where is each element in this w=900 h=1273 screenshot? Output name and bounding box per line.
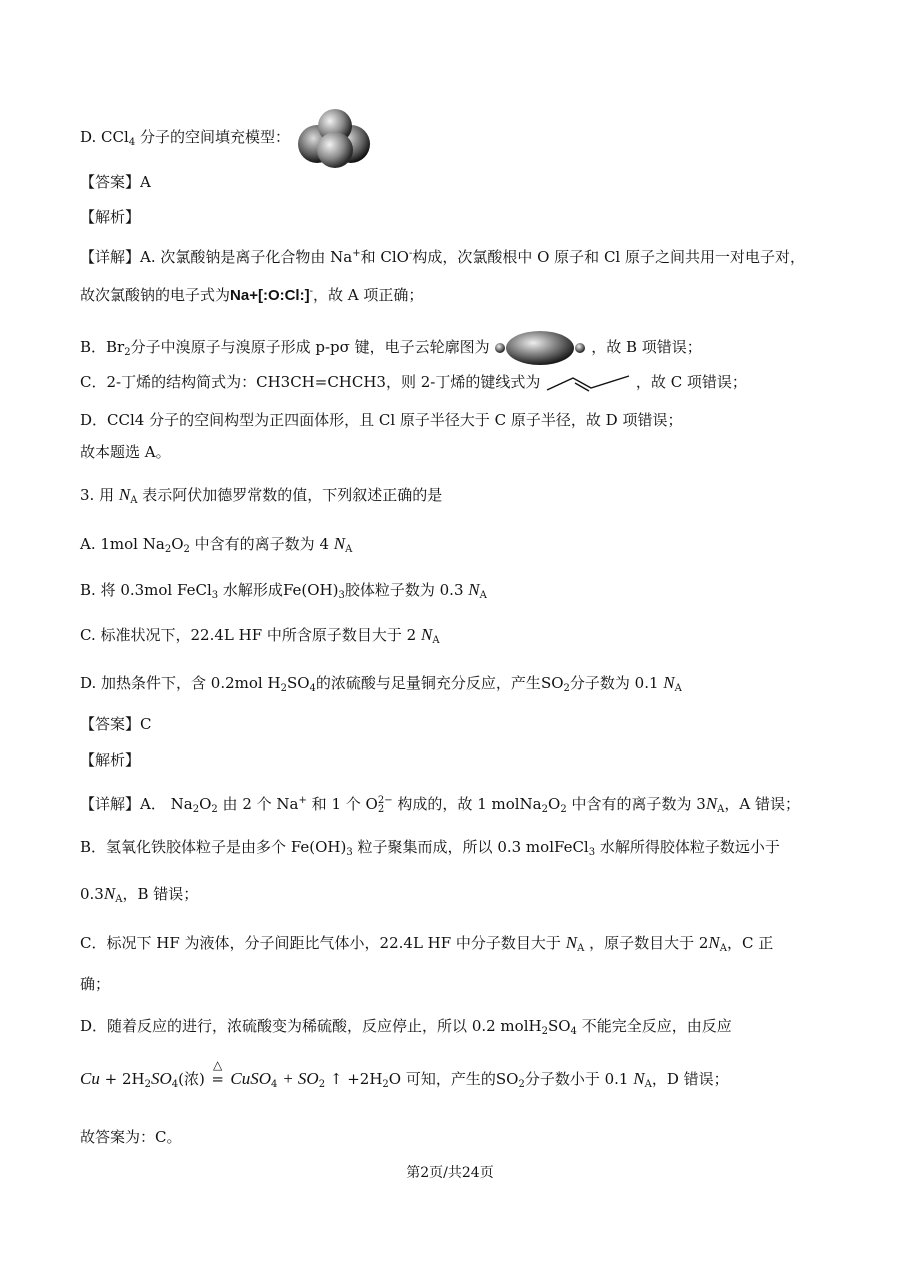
q3-detail-d-1: D．随着反应的进行，浓硫酸变为稀硫酸，反应停止，所以 0.2 $molH_2SO_4$ 不能完全反应，由反应 [80,1017,732,1037]
detail-a-line-1: 【详解】A. 次氯酸钠是离子化合物由 Na+和 ClO-构成，次氯酸根中 O 原子和 Cl 原子之间共用一对电子对， [80,248,805,266]
conclusion-1: 故本题选 A。 [80,443,171,461]
q3-detail-c-2: 确； [80,975,111,993]
option-label: D. [80,128,97,146]
final-answer: 故答案为：C。 [80,1128,182,1146]
answer-2: 【答案】C [80,715,152,733]
q3-detail-c-1: C．标况下 HF 为液体，分子间距比气体小，22.4L HF 中分子数目大于 $N_A$ ，原子数目大于 $2N_A$，C 正 [80,933,774,954]
q3-detail-b-2: $0.3N_A$，B 错误； [80,884,199,905]
electron-cloud-figure [494,328,586,368]
formula: CCl [101,128,129,146]
q3-option-a: A. 1mol $Na_2O_2$ 中含有的离子数为 4 $N_A$ [80,534,353,555]
detail-d-line: D．CCl4 分子的空间构型为正四面体形，且 Cl 原子半径大于 C 原子半径，故 D 项错误； [80,411,683,429]
electron-formula: Na+[:O:Cl:] [230,287,310,304]
detail-b-line: B．$Br_2$分子中溴原子与溴原子形成 p-pσ 键，电子云轮廓图为 ，故 B 项错误； [80,328,702,368]
ccl4-space-filling-model-figure [295,106,375,170]
q3-stem: 3. 用 $N_A$ 表示阿伏加德罗常数的值，下列叙述正确的是 [80,485,443,506]
answer-1: 【答案】A [80,173,151,191]
q3-detail-b-1: B．氢氧化铁胶体粒子是由多个 $Fe(OH)_3$ 粒子聚集而成，所以 0.3 molFeCl$_3$ 水解所得胶体粒子数远小于 [80,838,780,858]
option-d-line: D. CCl$_4$ 分子的空间填充模型： [80,106,375,170]
q3-option-b: B. 将 0.3mol FeCl$_3$ 水解形成$Fe(OH)_3$胶体粒子数为 0.3 $N_A$ [80,580,487,601]
q3-option-d: D. 加热条件下，含 0.2mol $H_2SO_4$的浓硫酸与足量铜充分反应，产生$SO_2$分子数为 0.1 $N_A$ [80,673,682,694]
q3-detail-a: 【详解】A． $Na_2O_2$ 由 2 个 Na+ 和 1 个 O 2− 2 构成的，故 1 $molNa_2O_2$ 中含有的离子数为 $3N_A$，A 错误； [80,794,800,815]
analysis-1: 【解析】 [80,208,141,226]
bond-line-formula-figure [545,372,631,394]
q3-detail-d-2-equation: $Cu + 2H_2SO_4$(浓) △ = CuSO$_4$ + $SO_2$ ↑ $+2H_2O$ 可知，产生的$SO_2$分子数小于 0.1 $N_A$，D 错误； [80,1058,729,1090]
detail-c-line: C．2-丁烯的结构简式为：CH3CH=CHCH3，则 2-丁烯的键线式为 ，故 C 项错误； [80,371,747,394]
detail-a-line-2: 故次氯酸钠的电子式为Na+[:O:Cl:]-，故 A 项正确； [80,286,424,304]
page-footer: 第2页/共24页 [406,1165,494,1181]
q3-option-c: C. 标准状况下，22.4L HF 中所含原子数目大于 2 $N_A$ [80,625,440,646]
heat-condition-equals: △ = [211,1058,224,1088]
analysis-2: 【解析】 [80,751,141,769]
